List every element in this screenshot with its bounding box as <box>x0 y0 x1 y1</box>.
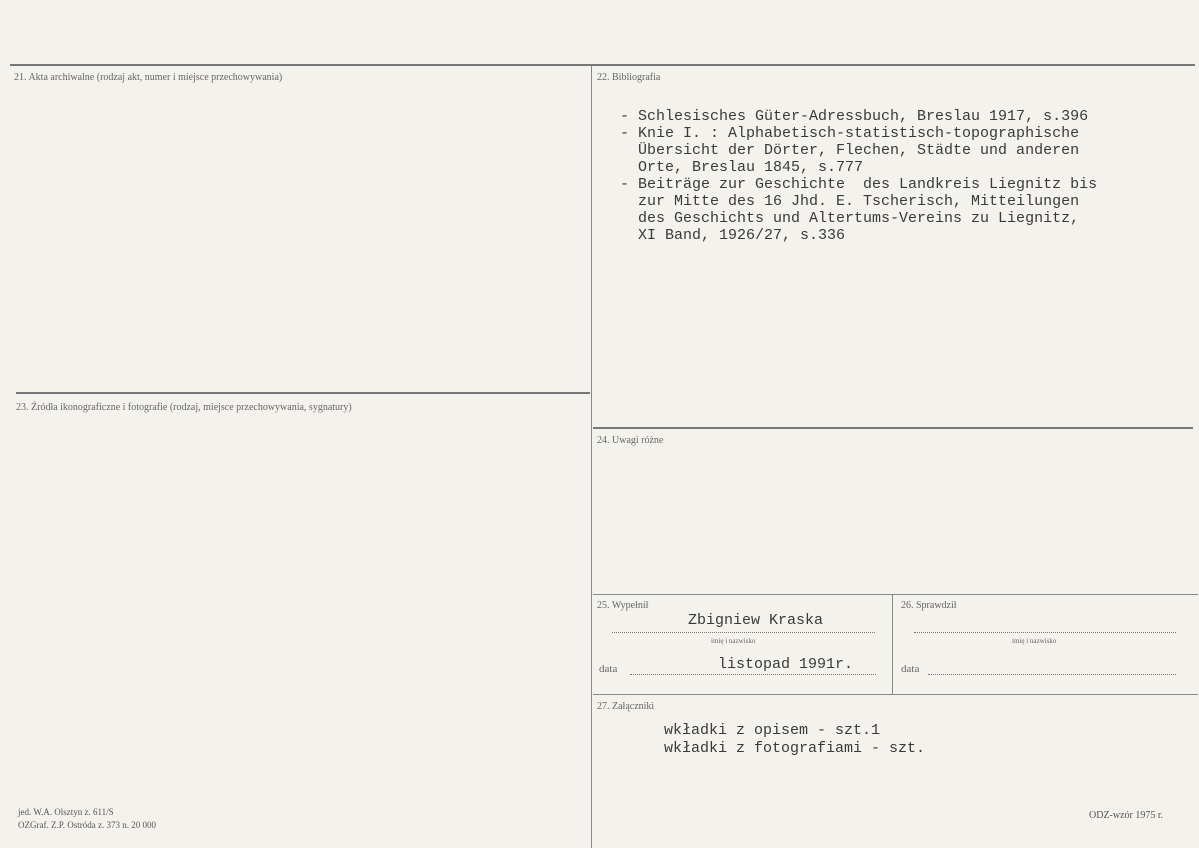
center-divider <box>591 66 592 848</box>
list-dash: - <box>620 125 630 142</box>
filled-by-date-label: data <box>599 663 618 675</box>
bibliography-line: Übersicht der Dörter, Flechen, Städte und anderen <box>638 142 1080 159</box>
printer-imprint-line: OZGraf. Z.P. Ostróda z. 373 n. 20 000 <box>18 820 156 830</box>
divider-25-26 <box>892 594 893 694</box>
bibliography-line: Orte, Breslau 1845, s.777 <box>638 159 864 176</box>
attachment-line: wkładki z opisem - szt.1 <box>664 722 881 739</box>
bibliography-entry <box>620 176 1097 244</box>
bibliography-line: zur Mitte des 16 Jhd. E. Tscherisch, Mitteilungen <box>638 193 1080 210</box>
filled-by-date-line <box>630 674 876 675</box>
checked-by-name-line <box>914 632 1176 633</box>
section-24-label: 24. Uwagi różne <box>597 435 664 446</box>
list-dash: - <box>620 108 630 125</box>
bibliography-line: Schlesisches Güter-Adressbuch, Breslau 1917, s.396 <box>638 108 1089 125</box>
bibliography-list <box>620 108 1097 244</box>
filled-by-date: listopad 1991r. <box>718 656 854 673</box>
bibliography-entry <box>620 108 1097 125</box>
section-21-label: 21. Akta archiwalne (rodzaj akt, numer i miejsce przechowywania) <box>14 72 283 83</box>
form-template-id: ODZ-wzór 1975 r. <box>1089 810 1164 821</box>
attachment-line: wkładki z fotografiami - szt. <box>664 740 926 757</box>
rule-24-25 <box>593 594 1198 595</box>
filled-by-name: Zbigniew Kraska <box>688 612 824 629</box>
section-27-label: 27. Załączniki <box>597 701 655 712</box>
list-dash: - <box>620 176 630 193</box>
bibliography-line: Knie I. : Alphabetisch-statistisch-topographische <box>638 125 1080 142</box>
section-23-label: 23. Źródła ikonograficzne i fotografie (rodzaj, miejsce przechowywania, sygnatury) <box>16 402 352 413</box>
rule-25-27 <box>593 694 1198 695</box>
printer-imprint-line: jed. W.A. Olsztyn z. 611/S <box>18 807 114 817</box>
bibliography-line: XI Band, 1926/27, s.336 <box>638 227 846 244</box>
bibliography-line: Beiträge zur Geschichte des Landkreis Liegnitz bis <box>638 176 1098 193</box>
checked-by-date-line <box>928 674 1176 675</box>
filled-by-name-caption: imię i nazwisko <box>711 637 756 645</box>
section-26-label: 26. Sprawdził <box>901 600 957 611</box>
bibliography-entry <box>620 125 1097 176</box>
section-25-label: 25. Wypełnił <box>597 600 649 611</box>
top-rule <box>10 64 1195 66</box>
checked-by-name-caption: imię i nazwisko <box>1012 637 1057 645</box>
bibliography-line: des Geschichts und Altertums-Vereins zu Liegnitz, <box>638 210 1080 227</box>
rule-22-24 <box>593 427 1193 429</box>
checked-by-date-label: data <box>901 663 920 675</box>
filled-by-name-line <box>612 632 875 633</box>
printer-imprint <box>18 806 156 832</box>
rule-21-23 <box>16 392 590 394</box>
section-22-label: 22. Bibliografia <box>597 72 661 83</box>
